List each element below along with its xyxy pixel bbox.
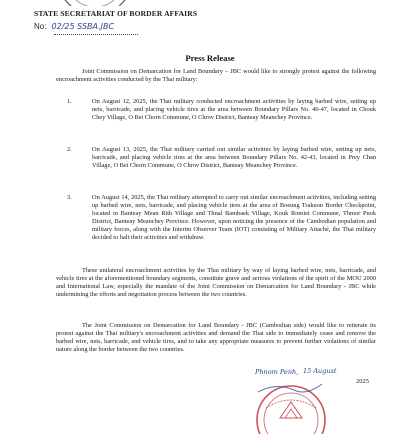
document-title: Press Release [185, 53, 235, 63]
intro-paragraph: Joint Commission on Demarcation for Land Boundary – JBC would like to strongly protest against the following encroachment activities conducted by the Thai military: [56, 68, 376, 84]
demand-paragraph: The Joint Commission on Demarcation for Land Boundary - JBC (Cambodian side) would like to reiterate its protest against the Thai military's encroachment activities and demand the Thai side to immediately cease and remove the barbed wire, nets, barricade, and vehicle tires, and to take any appropriate measures to prevent further violations of similar nature along the border between the two countries. [56, 322, 376, 354]
list-item: On August 14, 2025, the Thai military attempted to carry out similar encroachment activities, including setting up barbed wire, nets, barricade, and placing vehicle tires at the area of Boeung Trakuon Border Checkpoint, located in Banteay Mean Rith Village and Thnal Bambaek Village, Kouk Romiet Commune, Thmor Puok District, Banteay Meanchey Province. However, upon noticing the presence of the Cambodian population and military forces, along with the Interim Observer Team (IOT) consisting of Military Attaché, the Thai military decided to halt their activities and withdraw. [92, 194, 376, 242]
list-item: On August 12, 2025, the Thai military conducted encroachment activities by laying barbed wire, setting up nets, barricade, and placing vehicle tires at the area between Boundary Pillars No. 46-47, located in Chouk Chey Village, O Bei Chorn Commune, O Chrov District, Banteay Meanchey Province. [92, 98, 376, 122]
list-item: On August 13, 2025, the Thai military carried out similar activities by laying barbed wire, setting up nets, barricade, and placing vehicle tires at the area between Boundary Pillars No. 42-43, located in Prey Chan Village, O Bei Chorn Commune, O Chrov District, Banteay Meanchey Province. [92, 146, 376, 170]
reference-value: 02/25 SSBA.JBC [51, 22, 115, 31]
organization-title: STATE SECRETARIAT OF BORDER AFFAIRS [34, 9, 198, 18]
signature-date: 15 August [303, 367, 337, 375]
signature-place: Phnom Penh, [255, 368, 299, 376]
reference-label: No: [34, 22, 47, 31]
reference-number [34, 22, 114, 31]
list-item-number: 1. [67, 98, 72, 105]
violation-paragraph: These unilateral encroachment activities by the Thai military by way of laying barbed wire, nets, barricade, and vehicle tires at the aforementioned boundary segments, constitute grave and serious violations of the spirit of the MOU 2000 and International Law, especially the mandate of the Joint Commission on Demarcation for Land Boundary - JBC while undermining the efforts and negotiation process between the two countries. [56, 267, 376, 299]
official-stamp-icon [236, 378, 346, 434]
list-item-number: 2. [67, 146, 72, 153]
list-item-number: 3. [67, 194, 72, 201]
reference-dotted-line [54, 34, 138, 35]
signature-year: 2025 [356, 378, 369, 385]
state-seal-icon [54, 0, 136, 6]
